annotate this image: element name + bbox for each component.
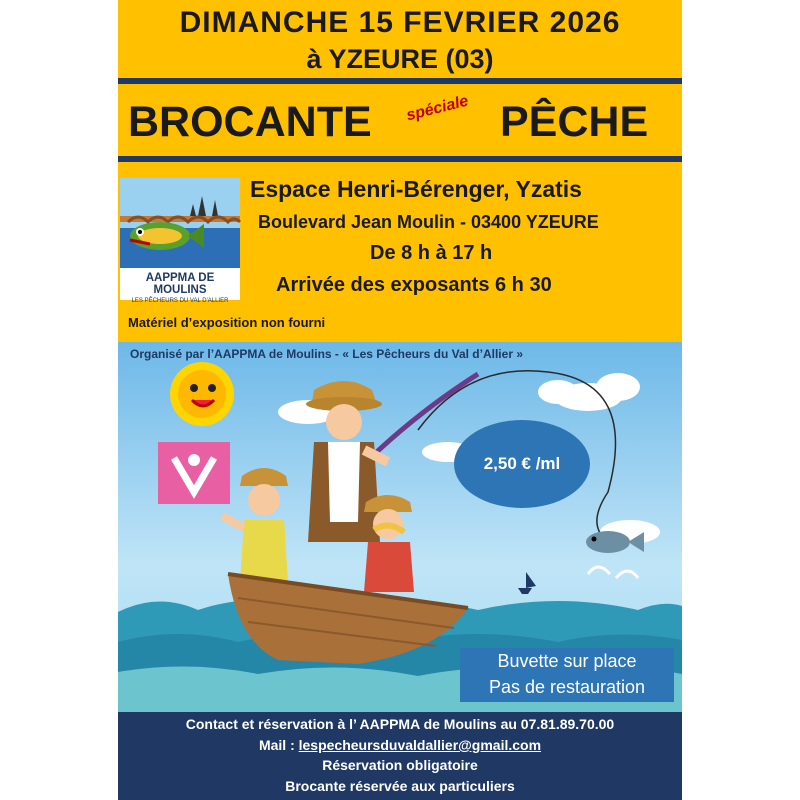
reservation-line: Réservation obligatoire [322, 757, 478, 773]
material-notice: Matériel d’exposition non fourni [128, 315, 326, 330]
price-per-meter: 2,50 € /ml [483, 454, 561, 473]
divider-bottom [118, 156, 682, 162]
exhibitor-arrival: Arrivée des exposants 6 h 30 [276, 274, 552, 296]
heart-person-logo-icon [158, 442, 230, 504]
title-band [118, 86, 682, 156]
venue-name: Espace Henri-Bérenger, Yzatis [250, 176, 582, 202]
header [118, 0, 682, 78]
child-right [364, 495, 414, 592]
fish-icon [586, 531, 644, 578]
logo-subtitle: LES PÊCHEURS DU VAL D'ALLIER [131, 298, 229, 304]
sailboat-icon [518, 572, 536, 594]
sun-icon [170, 362, 234, 426]
fishing-scene [118, 342, 682, 712]
title-speciale: spéciale [404, 92, 471, 125]
footer [118, 712, 682, 800]
divider-top [118, 78, 682, 84]
mail-line [118, 737, 682, 753]
contact-line: Contact et réservation à l’ AAPPMA de Moulins au 07.81.89.70.00 [185, 716, 615, 732]
private-line: Brocante réservée aux particuliers [285, 778, 515, 794]
logo-caption [120, 268, 240, 304]
info-block [118, 170, 682, 342]
mail-label: Mail : [258, 737, 299, 753]
price-badge [454, 420, 590, 508]
buvette-line: Buvette sur place [497, 651, 637, 671]
logo-illustration-icon [120, 178, 240, 268]
venue-address: Boulevard Jean Moulin - 03400 YZEURE [258, 212, 599, 232]
mail-link[interactable]: lespecheursduvaldallier@gmail.com [298, 737, 542, 753]
logo-name: AAPPMA DE MOULINS [145, 272, 215, 296]
title-brocante: BROCANTE [128, 98, 372, 146]
child-left [222, 468, 288, 582]
restauration-line: Pas de restauration [488, 677, 646, 697]
event-place: à YZEURE (03) [306, 44, 494, 74]
poster [118, 0, 682, 800]
event-date: DIMANCHE 15 FEVRIER 2026 [179, 6, 621, 39]
organizer-line: Organisé par l’AAPPMA de Moulins - « Les Pêcheurs du Val d’Allier » [130, 347, 523, 361]
aappma-logo [120, 178, 240, 304]
refreshment-notice [460, 648, 674, 702]
opening-hours: De 8 h à 17 h [370, 242, 493, 264]
title-peche: PÊCHE [500, 98, 649, 146]
